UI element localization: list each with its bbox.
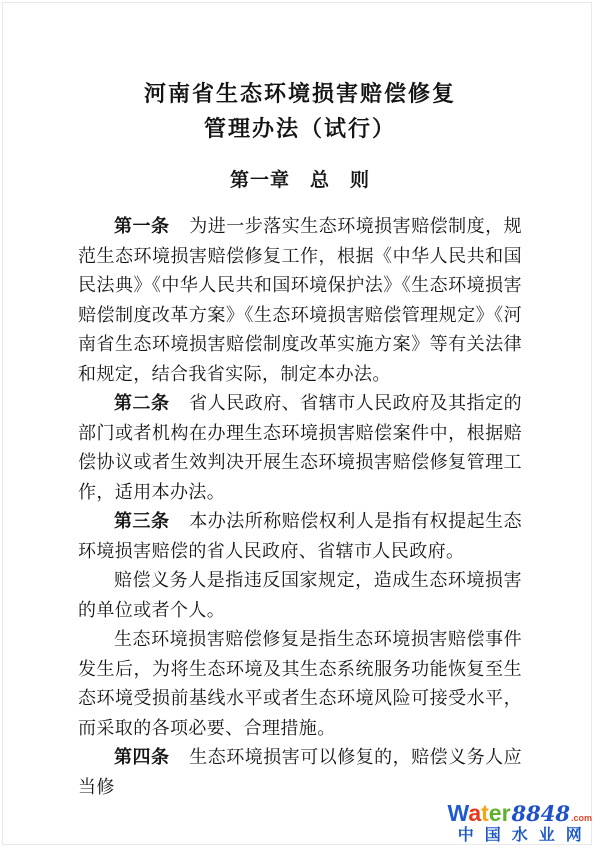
watermark-dot-com: .com <box>570 813 592 823</box>
letter-e: e <box>488 800 502 826</box>
paragraph-article-2 <box>78 389 522 507</box>
paragraph-article-1 <box>78 212 522 389</box>
article-3-text: 本办法所称赔偿权利人是指有权提起生态环境损害赔偿的省人民政府、省辖市人民政府。 <box>78 511 523 561</box>
paragraph-article-3 <box>78 507 522 566</box>
letter-r: r <box>501 800 511 826</box>
chapter-heading: 第一章 总 则 <box>229 170 370 191</box>
article-4-text: 生态环境损害可以修复的，赔偿义务人应当修 <box>78 747 523 797</box>
watermark-word-water <box>447 800 510 826</box>
watermark-chinese-name: 中国水业网 <box>457 827 593 844</box>
letter-w: W <box>447 800 469 826</box>
letter-t: t <box>481 800 489 826</box>
document-title <box>78 76 522 146</box>
letter-a: a <box>468 800 482 826</box>
article-2-text: 省人民政府、省辖市人民政府及其指定的部门或者机构在办理生态环境损害赔偿案件中，根据赔偿协议或者生效判决开展生态环境损害赔偿修复管理工作，适用本办法。 <box>78 393 523 502</box>
obligor-definition-text: 赔偿义务人是指违反国家规定，造成生态环境损害的单位或者个人。 <box>78 570 522 620</box>
document-body <box>78 212 522 802</box>
water8848-watermark-logo <box>447 802 592 844</box>
article-1-text: 为进一步落实生态环境损害赔偿制度，规范生态环境损害赔偿修复工作，根据《中华人民共和国民法典》《中华人民共和国环境保护法》《生态环境损害赔偿制度改革方案》《生态环境损害赔偿管理规定》《河南省生态环境损害赔偿制度改革实施方案》等有关法律和规定，结合我省实际，制定本办法。 <box>78 216 523 384</box>
watermark-wordmark <box>447 802 592 825</box>
paragraph-restoration-definition <box>78 625 522 743</box>
article-3-label: 第三条 <box>114 511 170 531</box>
article-1-label: 第一条 <box>114 216 170 236</box>
title-line-1: 河南省生态环境损害赔偿修复 <box>143 81 456 106</box>
restoration-definition-text: 生态环境损害赔偿修复是指生态环境损害赔偿事件发生后，为将生态环境及其生态系统服务功能恢复至生态环境受损前基线水平或者生态环境风险可接受水平，而采取的各项必要、合理措施。 <box>78 629 522 738</box>
document-content <box>78 0 522 802</box>
article-4-label: 第四条 <box>114 747 170 767</box>
title-line-2: 管理办法（试行） <box>203 116 396 141</box>
paragraph-obligor-definition <box>78 566 522 625</box>
paragraph-article-4 <box>78 743 522 802</box>
watermark-number-8848: 8848 <box>511 801 570 826</box>
article-2-label: 第二条 <box>114 393 170 413</box>
